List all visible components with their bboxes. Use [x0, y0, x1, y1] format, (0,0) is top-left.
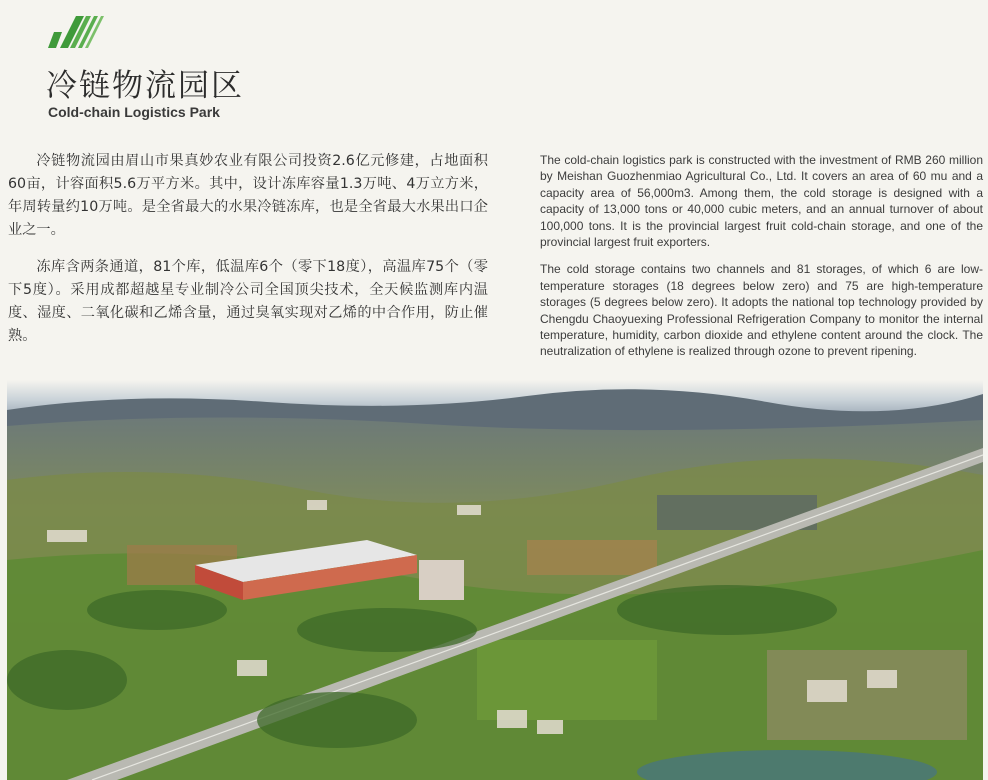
paragraph-zh-2: 冻库含两条通道，81个库，低温库6个（零下18度），高温库75个（零下5度）。采用成都超越星专业制冷公司全国顶尖技术，全天候监测库内温度、湿度、二氧化碳和乙烯含量，通过臭氧实现对乙烯的中合作用，防止催熟。: [8, 259, 488, 344]
paragraph-en-1: The cold-chain logistics park is constructed with the investment of RMB 260 million by Meishan Guozhenmiao Agricultural Co., Ltd. It covers an area of 60 mu and a capacity area of 56,000m3. Among them, the cold storage is designed with a capacity of 13,000 tons or 40,000 cubic meters, and an annual turnover of about 100,000 tons. It is the provincial largest fruit cold-chain storage, and one of the provincial largest fruit exporters.: [540, 153, 983, 250]
chinese-text-column: [8, 150, 488, 362]
paragraph-zh-1: 冷链物流园由眉山市果真妙农业有限公司投资2.6亿元修建，占地面积60亩，计容面积5.6万平方米。其中，设计冻库容量1.3万吨、4万立方米，年周转量约10万吨。是全省最大的水果冷链冻库，也是全省最大水果出口企业之一。: [8, 153, 488, 238]
english-text-column: [540, 152, 983, 371]
page-subtitle: Cold-chain Logistics Park: [48, 104, 220, 120]
page-title: 冷链物流园区: [46, 68, 244, 104]
paragraph-en-2: The cold storage contains two channels and 81 storages, of which 6 are low-temperature storages (18 degrees below zero) and 75 are high-temperature storages (5 degrees below zero). It adopts the national top technology provided by Chengdu Chaoyuexing Professional Refrigeration Company to monitor the internal temperature, humidity, carbon dioxide and ethylene content around the clock. The neutralization of ethylene is realized through ozone to prevent ripening.: [540, 262, 983, 359]
aerial-photo: [7, 380, 983, 780]
green-stripes-icon: [48, 16, 106, 48]
